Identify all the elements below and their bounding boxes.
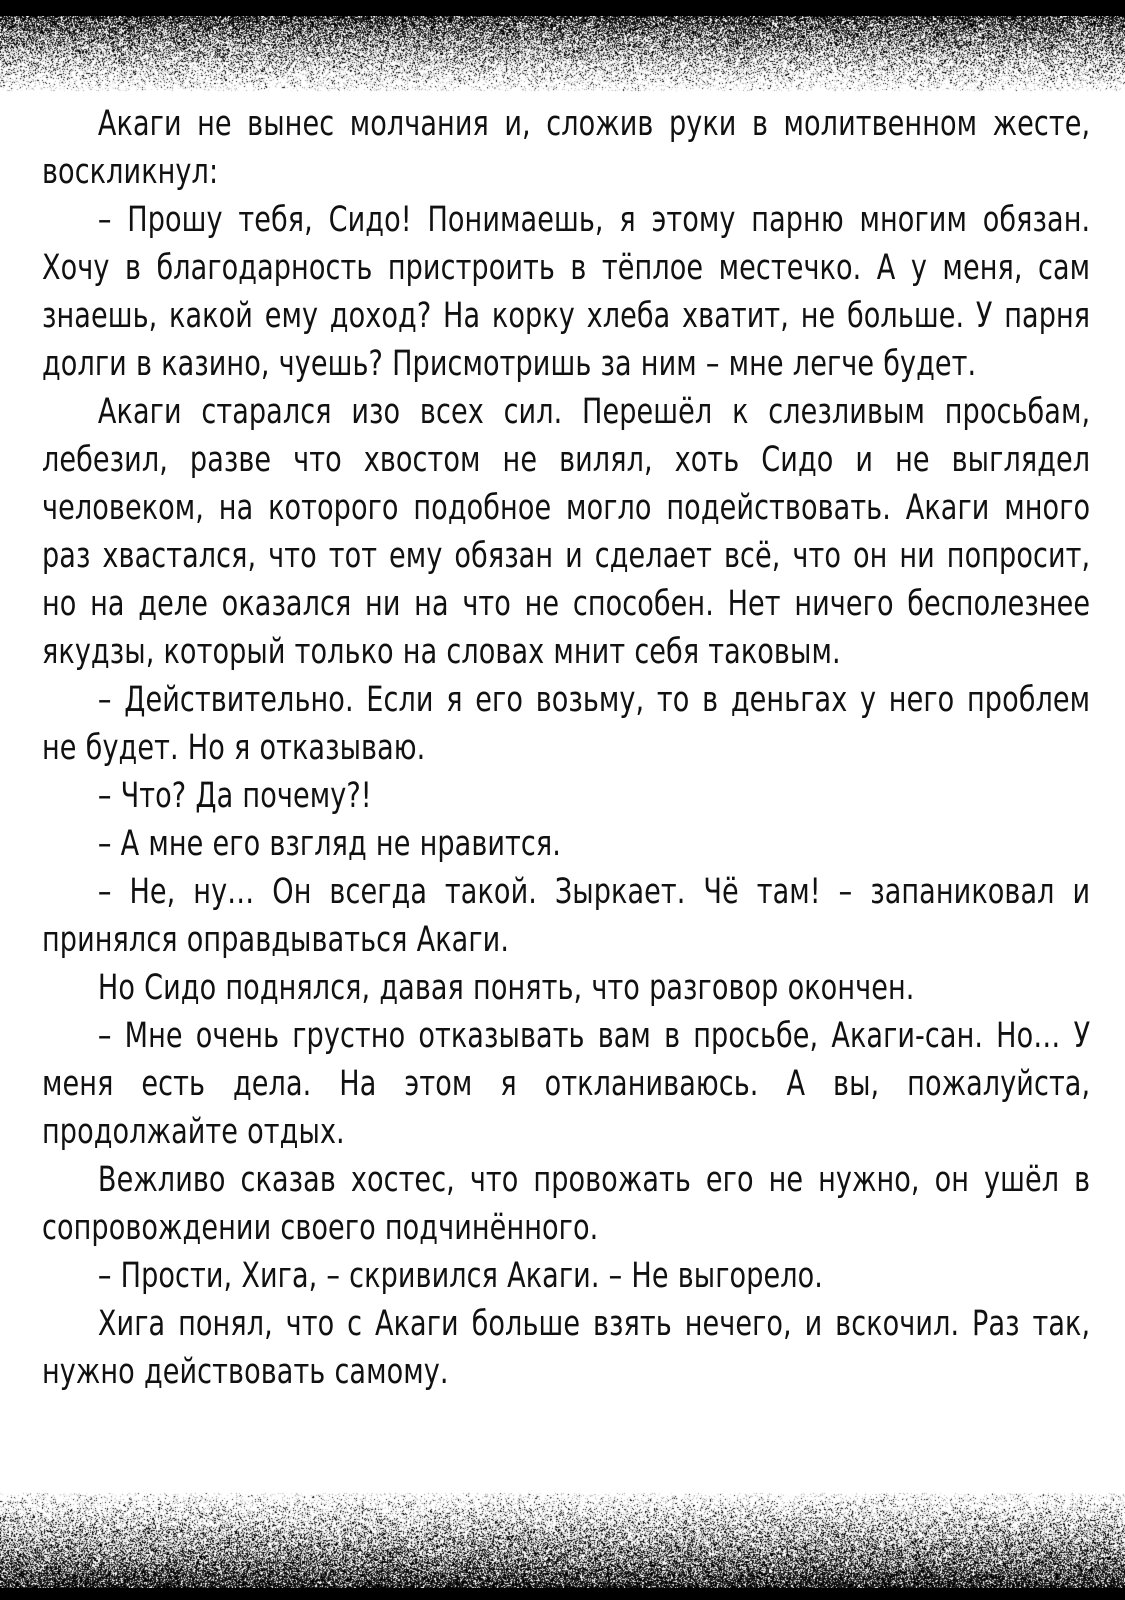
bottom-solid-bar: [0, 1588, 1125, 1600]
body-paragraph: – Действительно. Если я его возьму, то в деньгах у него проблем не будет. Но я отказываю.: [42, 680, 1091, 768]
body-paragraph: – А мне его взгляд не нравится.: [97, 824, 561, 864]
bottom-noise-gradient: [0, 1492, 1125, 1600]
body-paragraph: Но Сидо поднялся, давая понять, что разговор окончен.: [97, 968, 915, 1008]
top-noise-canvas: [0, 0, 1125, 92]
body-paragraph: – Прошу тебя, Сидо! Понимаешь, я этому парню многим обязан. Хочу в благодарность пристроить в тёплое местечко. А у меня, сам знаешь, какой ему доход? На корку хлеба хватит, не больше. У парня долги в казино, чуешь? Присмотришь за ним – мне легче будет.: [42, 200, 1091, 384]
body-paragraph: – Прости, Хига, – скривился Акаги. – Не выгорело.: [97, 1256, 823, 1296]
top-solid-bar: [0, 0, 1125, 16]
body-paragraph: Хига понял, что с Акаги больше взять нечего, и вскочил. Раз так, нужно действовать самому.: [42, 1304, 1091, 1392]
bottom-noise-canvas: [0, 1492, 1125, 1600]
body-text-column: [42, 100, 1090, 1396]
body-paragraph: – Что? Да почему?!: [97, 776, 372, 816]
body-paragraph: – Мне очень грустно отказывать вам в просьбе, Акаги-сан. Но… У меня есть дела. На этом я откланиваюсь. А вы, пожалуйста, продолжайте отдых.: [42, 1016, 1091, 1152]
body-paragraph: Акаги не вынес молчания и, сложив руки в молитвенном жесте, воскликнул:: [42, 104, 1091, 192]
body-paragraph: Акаги старался изо всех сил. Перешёл к слезливым просьбам, лебезил, разве что хвостом не вилял, хоть Сидо и не выглядел человеком, на которого подобное могло подействовать. Акаги много раз хвастался, что тот ему обязан и сделает всё, что он ни попросит, но на деле оказался ни на что не способен. Нет ничего бесполезнее якудзы, который только на словах мнит себя таковым.: [42, 392, 1091, 672]
top-noise-gradient: [0, 0, 1125, 92]
body-paragraph: – Не, ну… Он всегда такой. Зыркает. Чё там! – запаниковал и принялся оправдываться Акаги.: [42, 872, 1091, 960]
body-paragraph: Вежливо сказав хостес, что провожать его не нужно, он ушёл в сопровождении своего подчинённого.: [42, 1160, 1091, 1248]
